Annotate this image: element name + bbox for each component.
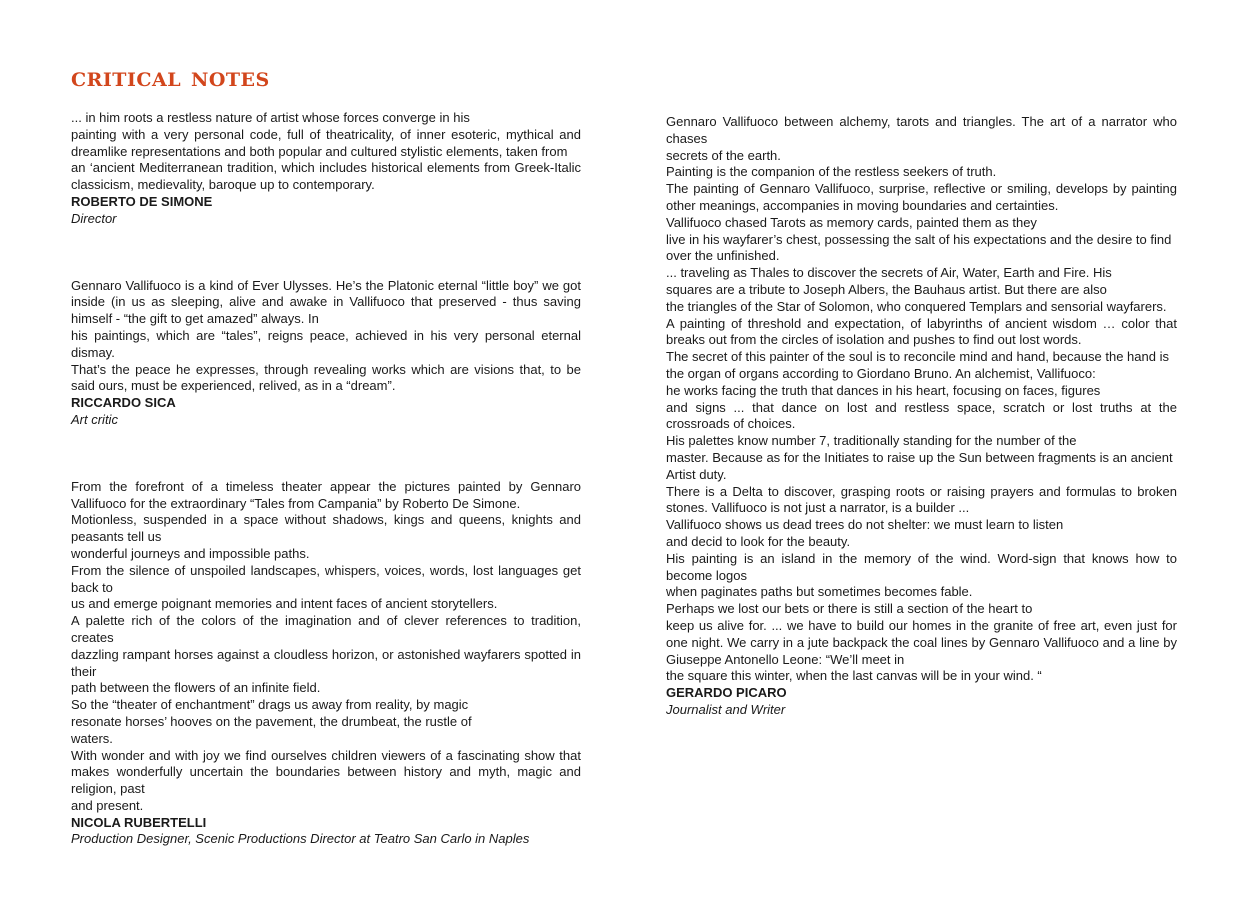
paragraph-line: an ‘ancient Mediterranean tradition, which includes historical elements from Greek-Italic classicism, medievality, baroque up to contemporary. xyxy=(71,160,581,193)
paragraph-line: Vallifuoco chased Tarots as memory cards, painted them as they xyxy=(666,214,1037,230)
paragraph-line: path between the flowers of an infinite field. xyxy=(71,680,321,696)
paragraph-line: and present. xyxy=(71,797,144,813)
paragraph-line: Artist duty. xyxy=(666,466,727,482)
right-column xyxy=(666,114,1177,719)
page-title: critical notes xyxy=(71,62,270,93)
paragraph-line: waters. xyxy=(71,730,113,746)
paragraph-line: resonate horses’ hooves on the pavement, the drumbeat, the rustle of xyxy=(71,713,472,729)
author-name: GERARDO PICARO xyxy=(666,685,787,701)
paragraph-line: squares are a tribute to Joseph Albers, the Bauhaus artist. But there are also xyxy=(666,281,1107,297)
paragraph-line: us and emerge poignant memories and intent faces of ancient storytellers. xyxy=(71,596,498,612)
section-spacer xyxy=(71,228,581,278)
paragraph-line: Motionless, suspended in a space without shadows, kings and queens, knights and peasants tell us xyxy=(71,512,581,545)
author-name: NICOLA RUBERTELLI xyxy=(71,814,207,830)
paragraph-line: he works facing the truth that dances in his heart, focusing on faces, figures xyxy=(666,382,1101,398)
critic-note xyxy=(666,114,1177,719)
paragraph-line: secrets of the earth. xyxy=(666,147,781,163)
paragraph-line: ... traveling as Thales to discover the secrets of Air, Water, Earth and Fire. His xyxy=(666,265,1112,281)
author-role: Production Designer, Scenic Productions Director at Teatro San Carlo in Naples xyxy=(71,831,530,847)
paragraph-line: Perhaps we lost our bets or there is still a section of the heart to xyxy=(666,601,1033,617)
paragraph-line: That’s the peace he expresses, through revealing works which are visions that, to be said ours, must be experienced, relived, as in a “dream”. xyxy=(71,361,581,394)
paragraph-line: his paintings, which are “tales”, reigns peace, achieved in his very personal eternal dismay. xyxy=(71,327,581,360)
author-role: Journalist and Writer xyxy=(666,701,786,717)
author-name: ROBERTO DE SIMONE xyxy=(71,193,213,209)
paragraph-line: and signs ... that dance on lost and restless space, scratch or lost truths at the crossroads of choices. xyxy=(666,399,1177,432)
paragraph-line: A painting of threshold and expectation, of labyrinths of ancient wisdom … color that breaks out from the circles of isolation and pushes to find out lost words. xyxy=(666,315,1177,348)
paragraph-line: keep us alive for. ... we have to build our homes in the granite of free art, even just for one night. We carry in a jute backpack the coal lines by Gennaro Vallifuoco and a line by Giuseppe Antonello Leone: “We’ll meet in xyxy=(666,617,1177,667)
section-spacer xyxy=(71,429,581,479)
author-role: Director xyxy=(71,210,117,226)
critic-note xyxy=(71,110,581,228)
paragraph-line: when paginates paths but sometimes becomes fable. xyxy=(666,584,973,600)
paragraph-line: His palettes know number 7, traditionally standing for the number of the xyxy=(666,433,1077,449)
paragraph-line: wonderful journeys and impossible paths. xyxy=(71,545,310,561)
paragraph-line: the organ of organs according to Giordano Bruno. An alchemist, Vallifuoco: xyxy=(666,365,1096,381)
paragraph-line: the triangles of the Star of Solomon, who conquered Templars and sensorial wayfarers. xyxy=(666,298,1167,314)
author-role: Art critic xyxy=(71,411,118,427)
paragraph-line: His painting is an island in the memory of the wind. Word-sign that knows how to become logos xyxy=(666,550,1177,583)
paragraph-line: live in his wayfarer’s chest, possessing the salt of his expectations and the desire to find xyxy=(666,231,1172,247)
paragraph-line: The painting of Gennaro Vallifuoco, surprise, reflective or smiling, develops by painting other meanings, accompanies in moving boundaries and certainties. xyxy=(666,181,1177,213)
critic-note xyxy=(71,278,581,429)
paragraph-line: There is a Delta to discover, grasping roots or raising prayers and formulas to broken stones. Vallifuoco is not just a narrator, is a builder ... xyxy=(666,483,1177,516)
paragraph-line: master. Because as for the Initiates to raise up the Sun between fragments is an ancient xyxy=(666,449,1173,465)
paragraph-line: Painting is the companion of the restless seekers of truth. xyxy=(666,164,997,180)
paragraph-line: Gennaro Vallifuoco is a kind of Ever Ulysses. He’s the Platonic eternal “little boy” we got inside (in us as sleeping, alive and awake in Vallifuoco that preserved - thus saving himself - “the gift to get amazed” always. In xyxy=(71,277,581,327)
paragraph-line: and decid to look for the beauty. xyxy=(666,533,851,549)
paragraph-line: From the forefront of a timeless theater appear the pictures painted by Gennaro Vallifuoco for the extraordinary “Tales from Campania” by Roberto De Simone. xyxy=(71,478,581,511)
paragraph-line: A palette rich of the colors of the imagination and of clever references to tradition, creates xyxy=(71,613,581,645)
paragraph-line: So the “theater of enchantment” drags us away from reality, by magic xyxy=(71,697,469,713)
paragraph-line: painting with a very personal code, full of theatricality, of inner esoteric, mythical and dreamlike representations and both popular and cultured stylistic elements, taken from xyxy=(71,126,581,159)
left-column xyxy=(71,110,581,848)
paragraph-line: ... in him roots a restless nature of artist whose forces converge in his xyxy=(71,110,470,125)
paragraph-line: dazzling rampant horses against a cloudless horizon, or astonished wayfarers spotted in their xyxy=(71,646,581,679)
paragraph-line: The secret of this painter of the soul is to reconcile mind and hand, because the hand is xyxy=(666,349,1169,365)
paragraph-line: Gennaro Vallifuoco between alchemy, tarots and triangles. The art of a narrator who chases xyxy=(666,114,1177,146)
paragraph-line: Vallifuoco shows us dead trees do not shelter: we must learn to listen xyxy=(666,517,1064,533)
critic-note xyxy=(71,479,581,849)
paragraph-line: over the unfinished. xyxy=(666,248,780,264)
author-name: RICCARDO SICA xyxy=(71,395,176,411)
paragraph-line: the square this winter, when the last canvas will be in your wind. “ xyxy=(666,668,1042,684)
paragraph-line: From the silence of unspoiled landscapes, whispers, voices, words, lost languages get back to xyxy=(71,562,581,595)
paragraph-line: With wonder and with joy we find ourselves children viewers of a fascinating show that makes wonderfully uncertain the boundaries between history and myth, magic and religion, past xyxy=(71,747,581,797)
